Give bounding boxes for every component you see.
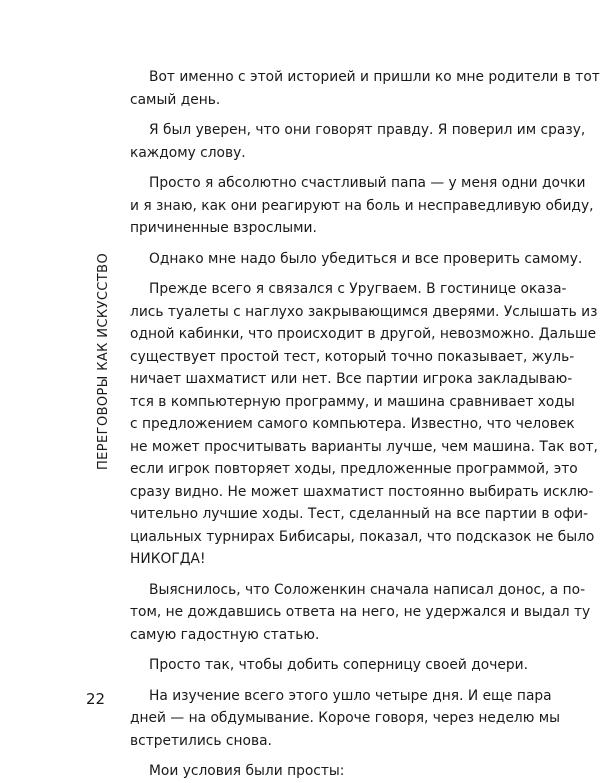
body-text <box>130 66 600 783</box>
running-title: ПЕРЕГОВОРЫ КАК ИСКУССТВО <box>96 252 111 470</box>
text-line: тся в компьютерную программу, и машина сравнивает ходы <box>130 393 575 410</box>
text-line: и я знаю, как они реагируют на боль и несправедливую обиду, <box>130 197 594 214</box>
text-line: ничает шахматист или нет. Все партии игрока закладываю- <box>130 371 573 387</box>
text-line: Просто я абсолютно счастливый папа — у меня одни дочки <box>149 175 586 191</box>
text-line: не может просчитывать варианты лучше, чем машина. Так вот, <box>130 438 598 455</box>
text-line: каждому слову. <box>130 144 246 161</box>
text-line: Вот именно с этой историей и пришли ко мне родители в тот <box>149 69 600 85</box>
text-line: том, не дождавшись ответа на него, не удержался и выдал ту <box>130 604 591 620</box>
text-line: Прежде всего я связался с Уругваем. В гостинице оказа- <box>149 281 567 297</box>
text-line: Однако мне надо было убедиться и все проверить самому. <box>149 250 583 267</box>
text-line: с предложением самого компьютера. Известно, что человек <box>130 416 575 432</box>
text-line: Я был уверен, что они говорят правду. Я поверил им сразу, <box>149 122 586 138</box>
text-line: если игрок повторяет ходы, предложенные программой, это <box>130 461 578 477</box>
page-number: 22 <box>86 690 106 708</box>
text-line: дней — на обдумывание. Короче говоря, через неделю мы <box>130 710 561 726</box>
text-line: самый день. <box>130 91 221 108</box>
text-line: сразу видно. Не может шахматист постоянно выбирать исклю- <box>130 483 594 500</box>
text-line: чительно лучшие ходы. Тест, сделанный на все партии в офи- <box>130 506 589 522</box>
text-line: циальных турнирах Бибисары, показал, что подсказок не было <box>130 528 595 545</box>
text-line: Просто так, чтобы добить соперницу своей дочери. <box>149 657 528 673</box>
text-line: одной кабинки, что происходит в другой, невозможно. Дальше <box>130 326 597 342</box>
text-line: самую гадостную статью. <box>130 626 320 643</box>
text-line: лись туалеты с наглухо закрывающимся дверями. Услышать из <box>130 303 598 320</box>
text-line: встретились снова. <box>130 732 272 749</box>
text-line: На изучение всего этого ушло четыре дня. И еще пара <box>149 687 552 704</box>
text-line: Мои условия были просты: <box>149 763 345 779</box>
text-line: существует простой тест, который точно показывает, жуль- <box>130 348 575 365</box>
text-line: причиненные взрослыми. <box>130 220 317 236</box>
text-line: НИКОГДА! <box>130 551 206 567</box>
text-line: Выяснилось, что Соложенкин сначала написал донос, а по- <box>149 581 586 598</box>
